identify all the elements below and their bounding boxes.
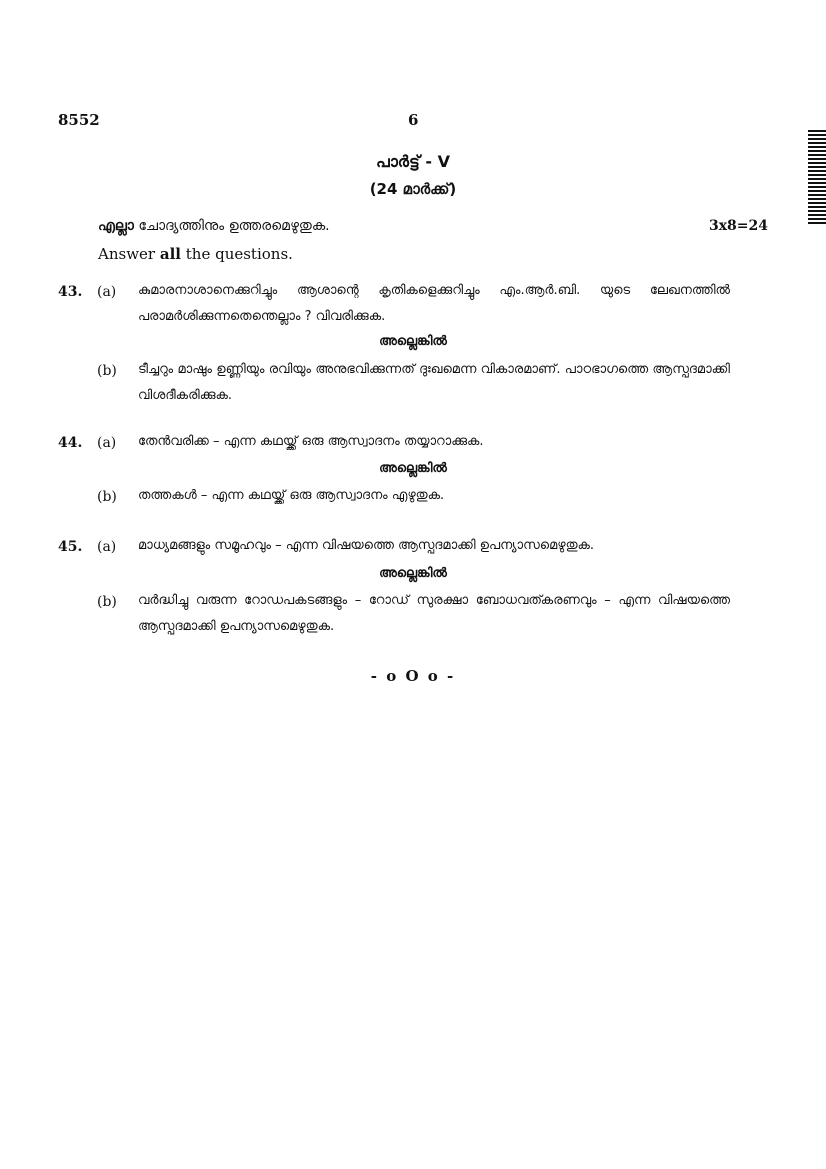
- question-number-44: 44.: [58, 435, 83, 451]
- question-text-45a: മാധ്യമങ്ങളും സമൂഹവും – എന്ന വിഷയത്തെ ആസ്പദമാക്കി ഉപന്യാസമെഴുതുക.: [138, 538, 595, 553]
- option-label-44b: (b): [97, 489, 117, 505]
- or-label-44: അല്ലെങ്കിൽ: [379, 461, 447, 476]
- question-text-44a: തേൻവരിക്ക – എന്ന കഥയ്ക്ക് ഒരു ആസ്വാദനം തയ്യാറാക്കുക.: [138, 434, 484, 449]
- question-number-43: 43.: [58, 284, 83, 300]
- instruction-english-bold: all: [159, 245, 181, 263]
- part-marks: (24 മാർക്ക്): [369, 180, 457, 198]
- part-title: പാർട്ട് - V: [376, 152, 450, 171]
- question-text-43a: കുമാരനാശാനെക്കുറിച്ചും ആശാന്റെ കൃതികളെക്കുറിച്ചും എം.ആർ.ബി. യുടെ ലേഖനത്തിൽ പരാമർശിക്കുന്നതെന്തെല്ലാം ? വിവരിക്കുക.: [138, 283, 730, 324]
- instruction-malayalam-rest: ചോദ്യത്തിനും ഉത്തരമെഴുതുക.: [133, 218, 330, 234]
- instruction-malayalam-bold: എല്ലാ: [98, 218, 134, 234]
- or-label-43: അല്ലെങ്കിൽ: [379, 334, 447, 349]
- option-label-44a: (a): [97, 435, 117, 451]
- paper-code: 8552: [58, 111, 100, 129]
- instruction-english-before: Answer: [98, 245, 160, 263]
- instruction-english-after: the questions.: [180, 245, 293, 263]
- option-label-45a: (a): [97, 539, 117, 555]
- instruction-english: [98, 245, 293, 263]
- question-text-44b: തത്തകൾ – എന്ന കഥയ്ക്ക് ഒരു ആസ്വാദനം എഴുതുക.: [138, 488, 445, 503]
- question-text-43b: ടീച്ചറും മാഷും ഉണ്ണിയും രവിയും അനുഭവിക്കുന്നത് ദുഃഖമെന്ന വികാരമാണ്. പാഠഭാഗത്തെ ആസ്പദമാക്കി വിശദീകരിക്കുക.: [138, 362, 730, 403]
- end-mark: - o O o -: [370, 667, 456, 685]
- option-label-45b: (b): [97, 594, 117, 610]
- option-label-43a: (a): [97, 284, 117, 300]
- option-label-43b: (b): [97, 363, 117, 379]
- score-summary: 3x8=24: [708, 218, 768, 234]
- page-number: 6: [408, 111, 419, 129]
- question-number-45: 45.: [58, 539, 83, 555]
- or-label-45: അല്ലെങ്കിൽ: [379, 566, 447, 581]
- instruction-malayalam: [98, 218, 330, 234]
- question-text-45b: വർദ്ധിച്ചു വരുന്ന റോഡപകടങ്ങളും – റോഡ് സുരക്ഷാ ബോധവത്കരണവും – എന്ന വിഷയത്തെ ആസ്പദമാക്കി ഉപന്യാസമെഴുതുക.: [138, 593, 730, 634]
